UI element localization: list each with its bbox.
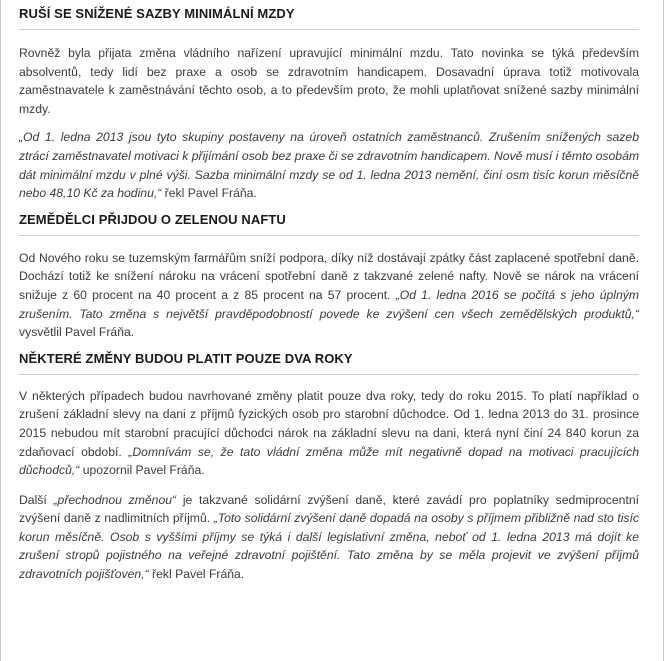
quote-text: „Od 1. ledna 2016 se počítá s jeho úplným zrušením. Tato změna s největší pravděpodobností povede ke zvýšení cen všech zemědělských produktů,“ (19, 287, 639, 321)
quote-attribution: vysvětlil Pavel Fráňa. (19, 325, 135, 340)
article-body (19, 4, 639, 584)
quote-paragraph (19, 128, 639, 202)
quote-text: „Od 1. ledna 2013 jsou tyto skupiny postaveny na úroveň ostatních zaměstnanců. Zrušením snížených sazeb ztrácí zaměstnavatel motivaci k přijímání osob bez praxe či se zdravotním handicapem. Nově musí i těmto osobám dát minimální mzdu v plné výši. Sazba minimální mzdy se od 1. ledna 2013 nemění, činí osm tisíc korun měsíčně nebo 48,10 Kč za hodinu,“ (19, 130, 639, 201)
emphasis-text: „přechodnou změnou“ (53, 492, 177, 507)
quote-text: „Domnívám se, že tato vládní změna může mít negativně dopad na motivaci pracujících důchodců,“ (19, 444, 639, 478)
quote-attribution: řekl Pavel Fráňa. (148, 567, 245, 582)
paragraph-text: V některých případech budou navrhované změny platit pouze dva roky, tedy do roku 2015. To platí například o zrušení základní slevy na dani z příjmů fyzických osob pro starobní důchodce. Od 1. ledna 2013 do 31. prosince 2015 nebudou mít starobní pracující důchodci nárok na základní slevu na dani, která nyní činí 24 840 korun za zdaňovací období. (19, 388, 639, 459)
paragraph (19, 491, 639, 584)
paragraph: Rovněž byla přijata změna vládního nařízení upravující minimální mzdu. Tato novinka se týká především absolventů, tedy lidí bez praxe a osob se zdravotním handicapem. Dosavadní úprava totiž motivovala zaměstnavatele k zaměstnávání těchto osob, a to především proto, že mohli uplatňovat snížené sazby minimální mzdy. (19, 46, 639, 116)
quote-attribution: řekl Pavel Fráňa. (161, 186, 257, 201)
paragraph (19, 387, 639, 480)
paragraph (19, 249, 639, 342)
section-heading-two-year-changes: NĚKTERÉ ZMĚNY BUDOU PLATIT POUZE DVA ROKY (19, 351, 639, 375)
paragraph-text: Od Nového roku se tuzemským farmářům sníží podpora, díky níž dostávají zpátky část zaplacené spotřební daně. Dochází totiž ke snížení nároku na vrácení spotřební daně z takzvané zelené nafty. Nově se nárok na vrácení snižuje z 60 procent na 40 procent a z 85 procent na 57 procent. (19, 250, 639, 302)
paragraph-text: je takzvané solidární zvýšení daně, které zavádí pro poplatníky sedmiprocentní zvýšení daně z nadlimitních příjmů. (19, 492, 640, 526)
section-heading-green-diesel: ZEMĚDĚLCI PŘIJDOU O ZELENOU NAFTU (19, 212, 639, 236)
section-heading-minimum-wage: RUŠÍ SE SNÍŽENÉ SAZBY MINIMÁLNÍ MZDY (19, 6, 639, 30)
paragraph-text: Další (19, 492, 54, 507)
quote-text: „Toto solidární zvýšení daně dopadá na osoby s příjmem přibližně nad sto tisíc korun měsíčně. Osob s vyššími příjmy se týká i další legislativní změna, neboť od 1. ledna 2013 má dojít ke zrušení stropů pojistného na veřejné zdravotní pojištění. Tato změna by se měla projevit ve zvýšení příjmů zdravotních pojišťoven,“ (19, 511, 639, 582)
quote-attribution: upozornil Pavel Fráňa. (79, 463, 205, 478)
